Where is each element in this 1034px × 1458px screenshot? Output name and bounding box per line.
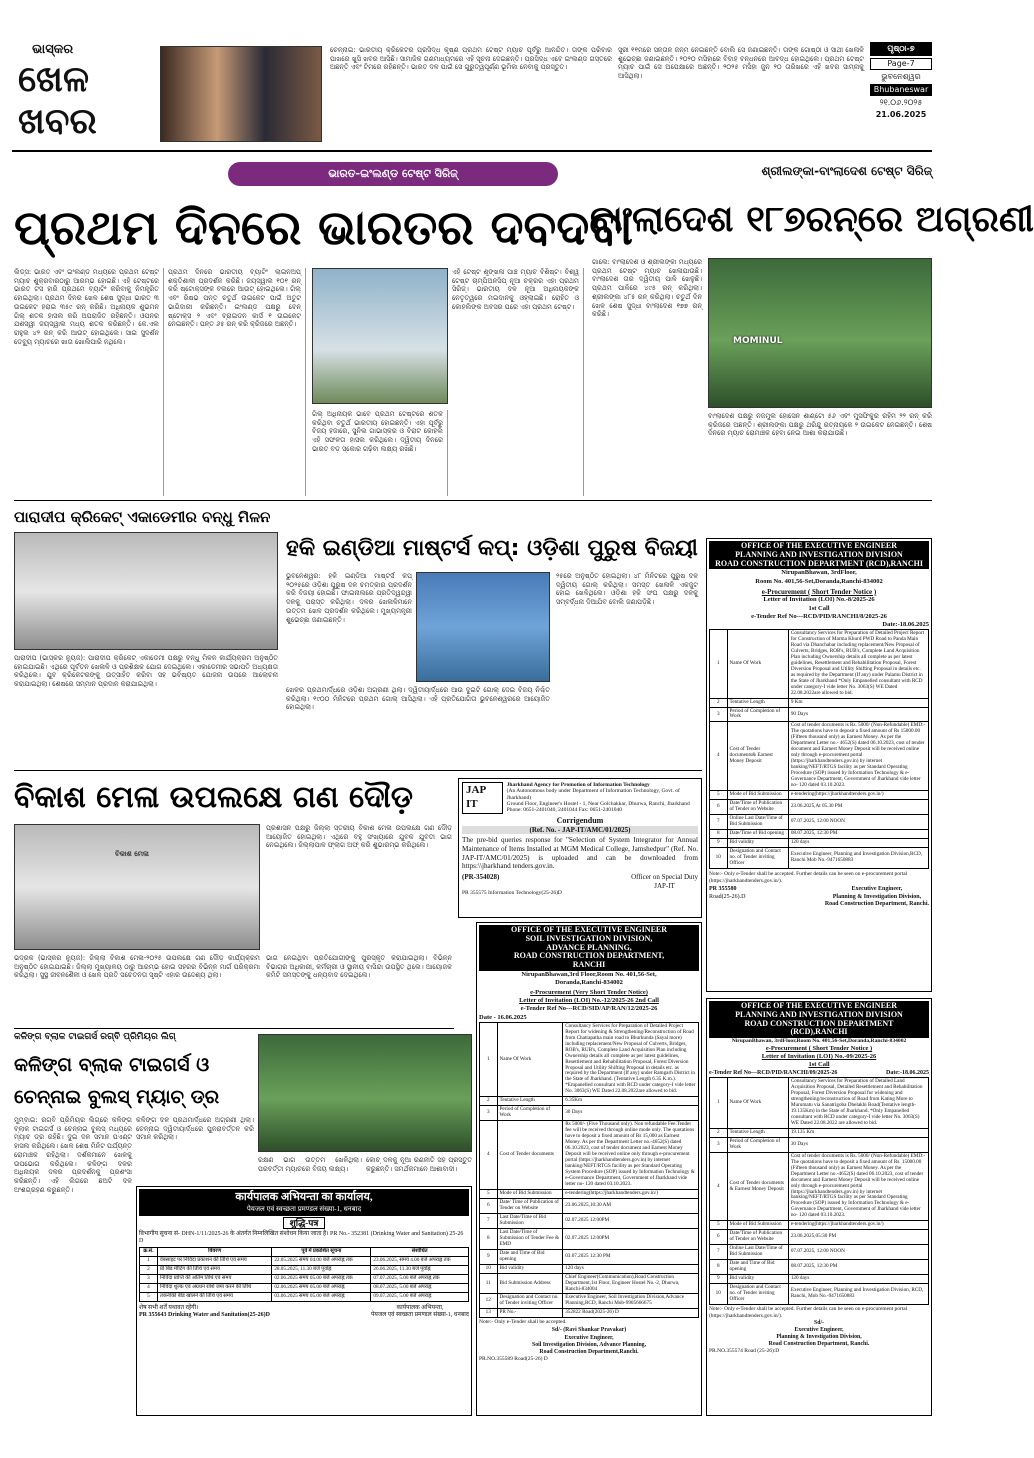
mid-rule (14, 770, 702, 771)
rcd2-call: 1st Call (808, 1061, 830, 1069)
kalinga-headline1: କଳିଙ୍ଗ ବ୍ଲାକ ଟାଇଗର୍ସ ଓ (14, 1054, 210, 1076)
japit-address: Ground Floor, Engineer's Hostel - 1, Near Golchakkar, Dhurwa, Ranchi, Jharkhand (506, 800, 690, 807)
rcd-notice-1 (706, 538, 932, 992)
column-header: विवरण (157, 1248, 271, 1257)
rcd1-loi: Letter of Invitation (LOI) No.-8/2025-26 (763, 596, 875, 604)
row-label: Name Of Work (497, 1022, 563, 1097)
row-label: Date/Time of Publication of Tender on Website (727, 800, 788, 815)
row-label: Tentative Length (497, 1097, 563, 1106)
rcd2-date: Date:-18.06.2025 (886, 1069, 929, 1076)
row-value: 23.06.2025,At 05.30 PM (788, 800, 928, 815)
sl-bd-col1: ଗାଲେ: ବାଂଲାଦେଶ ଓ ଶ୍ରୀଲଙ୍କା ମଧ୍ୟରେ ପ୍ରଥମ ଟେଷ୍ଟ ମ୍ୟାଚ ଖେଳାଯାଉଛି। ବାଂଲାଦେଶ ତାର ଦ୍ୱିତୀୟ ପାଳି ଖେଳୁଛି। ପ୍ରଥମ ପାଳିରେ ୪୯୫ ରନ୍ କରିଥିଲା। ଶ୍ରୀଲଙ୍କା ୪୮୫ ରନ୍ କରିଥିଲା। ଚତୁର୍ଥ ଦିନ ଖେଳ ଶେଷ ସୁଦ୍ଧା ବାଂଲାଦେଶ ୧୭୭ ରନ୍ କରିଛି। (592, 258, 702, 319)
hindi-intro: विभागीय सूचना सं- DHN-1/11/2025-26 के अंतर्गत निम्नलिखित संशोधन किया जाता है। PR No.- 352381 (Drinking Water and Sanitation) 25-26 D (139, 1230, 464, 1244)
soil-title1: OFFICE OF THE EXECUTIVE ENGINEER (510, 925, 668, 934)
table-row (140, 1275, 469, 1284)
rcd2-pr-no: PR.NO.355574 Road (25-26):D (709, 1348, 780, 1355)
rcd1-title1: OFFICE OF THE EXECUTIVE ENGINEER (740, 541, 898, 550)
table-cell: 02.06.2025 समय 05.00 बजे अपराह्न (272, 1284, 371, 1293)
table-row (710, 1137, 929, 1152)
row-value: e-tendering(https://jharkhandtenders.gov.in/) (563, 1189, 699, 1198)
soil-notice (476, 922, 702, 1416)
hindi-sub: पेयजल एवं स्वच्छता प्रमण्डल संख्या-1, धनबाद (246, 1204, 362, 1213)
hindi-table (139, 1247, 469, 1302)
row-label: Cost of Tender documents & Earnest Money Deposit (727, 1152, 788, 1221)
brand-small: ଭାସ୍କର (32, 42, 74, 57)
row-value: 07.07.2025, 12:00 NOON (788, 1245, 928, 1260)
table-cell: 2 (140, 1266, 158, 1275)
table-cell: 07.07.2025, 5.00 बजे अपराह्न तक (371, 1275, 469, 1284)
row-label: Period of Completion of Work (727, 1137, 788, 1152)
soil-sign2: Executive Engineer, (564, 1334, 614, 1341)
row-label: Period of Completion of Work (727, 707, 788, 722)
lead-col4: ଏହି ଟେଷ୍ଟ ଶୃଙ୍ଖଳା ପାଞ୍ଚ ମ୍ୟାଚ ବିଶିଷ୍ଟ। ବିଶ୍ୱ ଟେଷ୍ଟ ଚାମ୍ପିଅନସିପ୍ ନୂଆ ଚକ୍ରର ଏହା ପ୍ରଥମ ସିରିଜ୍। ଭାରତୀୟ ଦଳ ନୂଆ ଅଧିନାୟକଙ୍କ ନେତୃତ୍ୱରେ ମଇଦାନକୁ ଓହ୍ଲାଇଛି। ରୋହିତ ଓ କୋହଲିଙ୍କ ଅବସର ପରେ ଏହା ପ୍ରଥମ ଟେଷ୍ଟ। (452, 268, 584, 496)
row-label: Bid validity (497, 1264, 563, 1273)
rcd1-pr-no: PR 355580 (709, 886, 737, 893)
rcd2-call2: Sd/- (814, 1319, 824, 1326)
table-row (710, 698, 929, 707)
row-label: Mode of Bid Submission (727, 1221, 788, 1230)
soil-sign1: Sd/- (Ravi Shankar Pravakar) (551, 1327, 627, 1334)
row-label: Name Of Work (727, 1078, 788, 1129)
soil-address: NirupanBhawan,3rd Floor,Room No. 401,56-Set, (521, 970, 657, 978)
lead-bottom-rule (14, 500, 932, 501)
row-value: 02.07.2025 12:00PM (563, 1228, 699, 1249)
brand-line1: ଖେଳ (18, 59, 89, 100)
table-row (480, 1264, 699, 1273)
column-header: पूर्व में प्रकाशित सूचना (272, 1248, 371, 1257)
japit-pr-no: PR 355575 Information Technology(25-26)D (462, 890, 562, 897)
hindi-title: कार्यपालक अभियन्ता का कार्यालय, (235, 1191, 373, 1203)
page-label: ପୃଷ୍ଠା-୭ (870, 42, 932, 56)
masthead (12, 42, 932, 146)
row-number: 1 (710, 1078, 728, 1129)
japit-org: Jharkhand Agency for Promotion of Information Technology (506, 782, 650, 788)
table-cell: 09.07.2025, 5.00 बजे अपराह्न (371, 1292, 469, 1301)
soil-sign4: Road Construction Department,Ranchi. (539, 1348, 639, 1355)
row-number: 6 (710, 1230, 728, 1245)
row-label: Bid validity (727, 838, 788, 847)
rcd1-ref: e-Tender Ref No---RCD/PID/RANCHI/8/2025-26 (751, 612, 887, 620)
row-value: 6.35Km (563, 1097, 699, 1106)
row-value: e-tendering(https://jharkhandtenders.gov.in/) (788, 1221, 928, 1230)
row-value: 352822 Road(2025-26) D (563, 1309, 699, 1318)
row-label: Online Last Date/Time of Bid Submission (727, 1245, 788, 1260)
rcd1-sign1: Executive Engineer, (851, 886, 903, 893)
row-label: Date and Time of Bid opening (727, 1260, 788, 1275)
rcd2-loi: Letter of Invitation (LOI) No.-09/2025-26 (761, 1053, 877, 1061)
rcd1-pr-road: Road(25-26).D (709, 893, 746, 900)
rcd1-call: 1st Call (808, 604, 830, 612)
row-number: 3 (710, 1137, 728, 1152)
soil-title2: SOIL INVESTIGATION DIVISION, (525, 933, 653, 943)
row-value: 23.06.2025,10:30 AM (563, 1198, 699, 1213)
row-value: 07.07.2025, 12:00 NOON (788, 815, 928, 830)
row-value: 19.135 Km (788, 1128, 928, 1137)
hindi-sign2: पेयजल एवं स्वच्छता प्रमण्डल संख्या-1, धनबाद (370, 1312, 469, 1319)
kalinga-kicker: କଳିଙ୍ଗ ବ୍ଲାକ ଟାଇଗର୍ସ ରଗ୍‌ବି ପ୍ରିମିୟର ଲିଗ୍ (14, 1032, 176, 1042)
table-row (140, 1284, 469, 1293)
row-number: 10 (710, 847, 728, 868)
row-value: 23.06.2025,05:30 PM (788, 1230, 928, 1245)
row-number: 6 (710, 800, 728, 815)
hockey-col1: ଭୁବନେଶ୍ୱର: ହକି ଇଣ୍ଡିଆ ମାଷ୍ଟର୍ସ କପ୍ ୨୦୨୫ରେ ଓଡ଼ିଶା ପୁରୁଷ ଦଳ ଚମତ୍କାର ପ୍ରଦର୍ଶନ କରି ବିଜୟୀ ହୋଇଛି। ଫାଇନାଲରେ ପ୍ରତିଦ୍ୱନ୍ଦ୍ୱୀ ଦଳକୁ ପରାସ୍ତ କରିଥିଲା। ଦଳର ଖେଳାଳିମାନେ ଉତ୍ତମ ଖେଳ ପ୍ରଦର୍ଶନ କରିଥିଲେ। ମୁଖ୍ୟମନ୍ତ୍ରୀ ଶୁଭେଚ୍ଛା ଜଣାଇଛନ୍ତି। (286, 572, 412, 624)
table-cell: 23.06.2025, समय 4.00 बजे अपराह्न तक (371, 1257, 469, 1266)
row-value: 30 Days (563, 1106, 699, 1121)
rcd2-title4: (RCD),RANCHI (790, 1027, 848, 1037)
row-label: PR No.- (497, 1309, 563, 1318)
row-number: 7 (480, 1213, 498, 1228)
row-number: 9 (710, 838, 728, 847)
rcd1-address2: Room No. 401,56-Set,Doranda,Ranchi-834002 (755, 577, 883, 585)
rcd1-sign3: Road Construction Department, Ranchi. (824, 901, 929, 908)
row-label: Date/Time of Publication of Tender on Website (727, 1230, 788, 1245)
row-label: Period of Completion of Work (497, 1106, 563, 1121)
row-number: 5 (710, 1221, 728, 1230)
japit-ref: (Ref. No. - JAP-IT/AMC/01/2025) (462, 826, 698, 835)
table-row (710, 1275, 929, 1284)
bikash-photo-caption: ବିକାଶ ମେଳା (115, 850, 149, 859)
row-number: 7 (710, 1245, 728, 1260)
table-row (480, 1294, 699, 1309)
hockey-photo (416, 572, 550, 682)
table-row (480, 1121, 699, 1190)
row-number: 10 (480, 1264, 498, 1273)
row-label: Cost of Tender documents& Earnest Money Deposit (727, 722, 788, 791)
table-cell: निविदा शुल्क एवं अग्रधन राशि जमा करने की तिथि (157, 1284, 271, 1293)
rcd2-ref: e-Tender Ref No---RCD/PID/RANCHI/09/2025-26 (709, 1069, 838, 1076)
row-label: Date/ Time of Publication of Tender on Website (497, 1198, 563, 1213)
row-number: 3 (480, 1106, 498, 1121)
soil-date: Date - 16.06.2025 (479, 1013, 527, 1021)
table-row (140, 1266, 469, 1275)
row-number: 1 (710, 629, 728, 698)
lead-photo (312, 268, 448, 404)
table-cell: 1 (140, 1257, 158, 1266)
table-cell: 5 (140, 1292, 158, 1301)
table-row (480, 1097, 699, 1106)
row-number: 8 (480, 1228, 498, 1249)
row-number: 9 (710, 1275, 728, 1284)
rcd1-sign2: Planning & Investigation Division, (832, 893, 922, 900)
city-odia: ଭୁବନେଶ୍ୱର (881, 72, 921, 81)
row-label: Tentative Length (727, 1128, 788, 1137)
city: Bhubaneswar (870, 84, 932, 96)
table-row (140, 1257, 469, 1266)
soil-address2: Doranda,Ranchi-834002 (555, 979, 623, 987)
sl-bd-col2: ବାଂଲାଦେଶ ପକ୍ଷରୁ ନଜମୁଲ ହୋସେନ ଶାଣ୍ଟୋ ୫୬ ଏବଂ ମୁସଫିକୁର ରହିମ ୨୨ ରନ୍ କରି କ୍ରିଜରେ ଅଛନ୍ତି। ଶ୍ରୀଲଙ୍କା ପକ୍ଷରୁ ଥରିନ୍ଦୁ ରତ୍ନାୟକେ ୨ ଉଇକେଟ ନେଇଛନ୍ତି। ଶେଷ ଦିନରେ ମ୍ୟାଚ ରୋମାଞ୍ଚକ ହେବା ନେଇ ଆଶା କରାଯାଉଛି। (708, 412, 932, 438)
table-row (480, 1249, 699, 1264)
paradip-photo (14, 532, 278, 650)
lead-col3: ଗିଲ୍ ଅଧିନାୟକ ଭାବେ ପ୍ରଥମ ଟେଷ୍ଟରେ ଶତକ କରିଥିବା ଚତୁର୍ଥ ଭାରତୀୟ ହୋଇଛନ୍ତି। ଏହା ପୂର୍ବରୁ ବିଜୟ ହଜାରେ, ସୁନିଲ ଗାଭାସ୍କର ଓ ବିରାଟ କୋହଲି ଏହି ସଫଳତା ହାସଲ କରିଥିଲେ। ଦ୍ୱିତୀୟ ଦିନରେ ଭାରତ ବଡ଼ ସ୍କୋର ଗଢ଼ିବା ଲକ୍ଷ୍ୟ ରଖିଛି। (312, 410, 448, 496)
row-label: Date and Time of Bid opening (497, 1249, 563, 1264)
table-row (710, 800, 929, 815)
row-number: 4 (710, 722, 728, 791)
row-number: 5 (710, 791, 728, 800)
row-label: Date/Time of Bid opening (727, 829, 788, 838)
table-row (710, 629, 929, 698)
row-value: 120 days (788, 838, 928, 847)
hindi-pr-no: PR 355643 Drinking Water and Sanitation(25-26)D (139, 1312, 270, 1319)
row-number: 7 (710, 815, 728, 830)
row-value: Chief Engineer(Communication),Road Construction Department,1st Floor, Engineer Hostel No.-2, Dhurwa, Ranchi-834004 (563, 1273, 699, 1294)
sl-bd-kicker: ଶ୍ରୀଲଙ୍କା-ବାଂଲାଦେଶ ଟେଷ୍ଟ ସିରିଜ୍ (761, 164, 932, 178)
row-label: Mode of Bid Submission (497, 1189, 563, 1198)
table-row (710, 791, 929, 800)
rcd2-title3: ROAD CONSTRUCTION DEPARTMENT (744, 1018, 894, 1028)
table-row (480, 1198, 699, 1213)
japit-org-sub: (An Autonomous body under Department of Information Technology, Govt. of Jharkhand) (506, 788, 680, 801)
table-row (140, 1292, 469, 1301)
rcd2-address: NirupanBhawan, 3rdFloor,Room No. 401,56-Set,Doranda,Ranchi-834002 (731, 1038, 907, 1045)
hindi-notice (136, 1186, 472, 1416)
row-value: 03.07.2025 12:30 PM (563, 1249, 699, 1264)
row-label: Designation and Contact no. of Tender inviting Officer (727, 847, 788, 868)
lead-col1: ଲିଡ୍ସ: ଭାରତ ଏବଂ ଇଂଲଣ୍ଡ ମଧ୍ୟରେ ପ୍ରଥମ ଟେଷ୍ଟ ମ୍ୟାଚ ଶୁକ୍ରବାରଠାରୁ ଆରମ୍ଭ ହୋଇଛି। ଏହି ଟେଷ୍ଟରେ ଭାରତ ଟସ ହାରି ପ୍ରଥମେ ବ୍ୟାଟିଂ କରିବାକୁ ନିମନ୍ତ୍ରିତ ହୋଇଥିଲା। ପ୍ରଥମ ଦିନର ଖେଳ ଶେଷ ସୁଦ୍ଧା ଭାରତ ୩ ଉଇକେଟ ହରାଇ ୩୫୯ ରନ୍ କରିଛି। ଅଧିନାୟକ ଶୁଭମନ ଗିଲ୍ ଶତକ ହାସଲ କରି ଅପରାଜିତ ରହିଛନ୍ତି। ଓପନର ଯଶସ୍ୱୀ ଜୟସ୍ୱାଲ ମଧ୍ୟ ଶତକ କରିଛନ୍ତି। କେ.ଏଲ ରାହୁଲ ୪୨ ରନ୍ କରି ଆଉଟ୍ ହୋଇଥିଲେ। ସାଇ ସୁଦର୍ଶନ ଡେବ୍ୟୁ ମ୍ୟାଚରେ ଖାତା ଖୋଲିପାରି ନଥିଲେ। (14, 268, 164, 496)
row-label: Designation and Contact no. of Tender inviting Officer (727, 1284, 788, 1305)
row-number: 2 (480, 1097, 498, 1106)
row-number: 8 (710, 829, 728, 838)
table-row (710, 815, 929, 830)
row-label: Bid validity (727, 1275, 788, 1284)
table-cell: वेबसाइट पर निविदा प्रकाशन की तिथि एवं समय (157, 1257, 271, 1266)
hockey-col2: ଖେଳର ପ୍ରଥମାର୍ଦ୍ଧରେ ଓଡ଼ିଶା ଅଗ୍ରଣୀ ଥିଲା। ଦ୍ୱିତୀୟାର୍ଦ୍ଧରେ ଆଉ ଦୁଇଟି ଗୋଲ୍ ଦେଇ ବିଜୟ ନିଶ୍ଚିତ କରିଥିଲା। ୧୯୦୦ ମିନିଟରେ ପ୍ରଥମ ଗୋଲ୍ ଆସିଥିଲା। ଏହି ପ୍ରତିଯୋଗିତା ଭୁବନେଶ୍ୱରରେ ଆୟୋଜିତ ହୋଇଥିଲା। (286, 686, 550, 712)
table-row (480, 1309, 699, 1318)
brand-logo (12, 42, 147, 146)
row-number: 3 (710, 707, 728, 722)
table-row (480, 1189, 699, 1198)
lead-headline: ପ୍ରଥମ ଦିନରେ ଭାରତର ଦବଦବା (14, 200, 633, 256)
paradip-headline: ପାରାଦୀପ କ୍ରିକେଟ୍ ଏକାଡେମୀର ବନ୍ଧୁ ମିଳନ (14, 508, 271, 526)
row-value: 08.07.2025, 12:30 PM (788, 829, 928, 838)
table-row (480, 1273, 699, 1294)
bikash-bottom-rule (14, 1028, 454, 1029)
bikash-col1: ପ୍ରଶାସନ ପକ୍ଷରୁ ଜିଲ୍ଲା ସ୍ତରୀୟ ବିକାଶ ମେଳା ଉପଲକ୍ଷେ ଗଣ ଦୌଡ଼ ଆୟୋଜିତ ହୋଇଥିଲା। ଏଥିରେ ବହୁ ସଂଖ୍ୟାରେ ଯୁବକ ଯୁବତୀ ଭାଗ ନେଇଥିଲେ। ଜିଲ୍ଲାପାଳ ଫ୍ଲାଗ ଅଫ୍ କରି ଶୁଭାରମ୍ଭ କରିଥିଲେ। (266, 824, 452, 850)
row-number: 12 (480, 1294, 498, 1309)
hockey-headline: ହକି ଇଣ୍ଡିଆ ମାଷ୍ଟର୍ସ କପ୍: ଓଡ଼ିଶା ପୁରୁଷ ବିଜୟୀ (286, 536, 698, 561)
table-row (480, 1228, 699, 1249)
rcd2-title2: PLANNING AND INVESTIGATION DIVISION (735, 1009, 903, 1019)
table-cell: 3 (140, 1275, 158, 1284)
kalinga-photo (258, 1034, 472, 1152)
rcd-notice-2 (706, 998, 932, 1416)
row-number: 4 (480, 1121, 498, 1190)
soil-sign3: Soil Investigation Division, Advance Planning, (531, 1341, 647, 1348)
rcd1-date: Date:-18.06.2025 (882, 620, 929, 628)
japit-logo: JAP IT (462, 782, 503, 814)
table-cell: 28.05.2025, 11.30 बजे पूर्वाह्न (272, 1266, 371, 1275)
soil-title3: ADVANCE PLANNING, (546, 942, 632, 952)
rcd1-address: NirupanBhawan, 3rdFloor, (781, 569, 857, 577)
japit-sign2: JAP-IT (654, 881, 675, 890)
row-value: Consultancy Services for Preparation of Detailed Project Report for widening & Strengthening/Reconstruction of Road from Chatrapatha main road to Bhurkunda (Sayal more) including replacement/New Proposal of Culverts, Bridges, ROB's, RUB's, Complete Land Acquisition Plan including Ownership details all complete as per latest guidelines, Resettlement and Rehabilitation Proposal, Forest Diversion Proposal and Utility Shifting Proposal in details etc. as required by the Department (If any) under Ramgarh District in the State of Jharkhand. (Tentative Length 6.35 K.m.). *Empanelled consultant with RCD under category-I vide letter No. 3063(S) WE Dated 22.08.2022are allowed to bid. (563, 1022, 699, 1097)
table-row (710, 1230, 929, 1245)
japit-sign: Officer on Special Duty (631, 872, 698, 881)
row-value: Executive Engineer, Planning and Investigation Division, RCD, Ranchi, Mob No.-9471650883 (788, 1284, 928, 1305)
soil-title4: ROAD CONSTRUCTION DEPARTMENT, (513, 951, 665, 961)
table-row (710, 1128, 929, 1137)
kalinga-col1: ମୁମ୍ବାଇ: ରଗ୍‌ବି ପ୍ରିମିୟର ଲିଗ୍‌ରେ କଳିଙ୍ଗ ବ୍ଲାକ ଟାଇଗର୍ସ ଓ ଚେନ୍ନାଇ ବୁଲସ୍ ମଧ୍ୟରେ ମ୍ୟାଚ ଡ୍ର ରହିଛି। ଦୁଇ ଦଳ ସମାନ ପଏଣ୍ଟ ହାସଲ କରିଥିଲେ। ଖେଳ ଶେଷ ମିନିଟ ପର୍ଯ୍ୟନ୍ତ ରୋମାଞ୍ଚକ ରହିଥିଲା। ଦର୍ଶକମାନେ ଖେଳକୁ ଉପଭୋଗ କରିଥିଲେ। କଳିଙ୍ଗ ଦଳର ଅଧିନାୟକ ଦଳର ପ୍ରଦର୍ଶନକୁ ପ୍ରଶଂସା କରିଛନ୍ତି। ଏହି ଲିଗରେ ଛଅଟି ଦଳ ଅଂଶଗ୍ରହଣ କରୁଛନ୍ତି। (14, 1116, 132, 1194)
date-odia: ୨୧.୦୬.୨୦୨୫ (879, 98, 923, 107)
row-value: 90 Days (788, 707, 928, 722)
hindi-footer-left: शेष सभी शर्तें यथावत रहेंगी। (139, 1304, 199, 1311)
row-label: Cost of Tender documents (497, 1121, 563, 1190)
row-number: 2 (710, 1128, 728, 1137)
row-value: 120 days (788, 1275, 928, 1284)
table-row (710, 838, 929, 847)
soil-title5: RANCHI (572, 960, 606, 970)
column-header: क्र.सं. (140, 1248, 158, 1257)
table-row (710, 707, 929, 722)
paradip-body: ପାରାଦୀପ (ଭାସ୍କର ନ୍ୟୁଜ): ପାରାଦୀପ କ୍ରିକେଟ୍ ଏକାଡେମୀ ପକ୍ଷରୁ ବନ୍ଧୁ ମିଳନ କାର୍ଯ୍ୟକ୍ରମ ଅନୁଷ୍ଠିତ ହୋଇଯାଇଛି। ଏଥିରେ ପୂର୍ବତନ ଖେଳାଳି ଓ ପ୍ରଶିକ୍ଷକ ଯୋଗ ଦେଇଥିଲେ। ଏକାଡେମୀର ସଭାପତି ଅଧ୍ୟକ୍ଷତା କରିଥିଲେ। ଯୁବ କ୍ରିକେଟରଙ୍କୁ ଉତ୍ସାହିତ କରିବା ସହ ଭବିଷ୍ୟତ ଯୋଜନା ଉପରେ ଆଲୋଚନା କରାଯାଇଥିଲା। ଶେଷରେ ସମ୍ମାନ ପ୍ରଦାନ କରାଯାଇଥିଲା। (14, 654, 278, 689)
series-pill: ଭାରତ-ଇଂଲଣ୍ଡ ଟେଷ୍ଟ ସିରିଜ୍ (228, 162, 558, 186)
rcd1-note: Note:- Only e-Tender shall be accepted. Further details can be seen on e-procurement portal (https://jharkhandtenders.gov.in/). (709, 870, 908, 884)
row-number: 2 (710, 698, 728, 707)
table-row (710, 1284, 929, 1305)
japit-pr: (PR-354028) (462, 872, 500, 881)
kalinga-headline2: ଚେନ୍ନାଇ ବୁଲସ୍ ମ୍ୟାଚ୍ ଡ୍ର (14, 1086, 220, 1108)
row-number: 1 (480, 1022, 498, 1097)
rcd2-eproc: e-Procurement ( Short Tender Notice ) (765, 1045, 873, 1053)
table-row (710, 829, 929, 838)
table-cell: तकनीकी बीड खोलने की तिथि एवं समय (157, 1292, 271, 1301)
table-row (480, 1213, 699, 1228)
row-label: Mode of Bid Submission (727, 791, 788, 800)
table-header-row (140, 1248, 469, 1257)
table-row (480, 1106, 699, 1121)
soil-note: Note:- Only e-Tender shall be accepted. (479, 1319, 567, 1326)
date: 21.06.2025 (875, 110, 927, 119)
table-row (710, 1221, 929, 1230)
row-number: 9 (480, 1249, 498, 1264)
soil-loi: Letter of Invitation (LOI) No.-12/2025-26 2nd Call (519, 997, 659, 1005)
row-value: 30 Days (788, 1137, 928, 1152)
soil-eproc: e-Procurement (Very Short Tender Notice) (530, 989, 648, 997)
rcd2-table (709, 1077, 929, 1305)
rcd1-title3: ROAD CONSTRUCTION DEPARTMENT (RCD),RANCHI (715, 558, 923, 568)
masthead-rule (12, 150, 932, 152)
row-label: Last Date/Time of Submission of Tender Fee & EMD (497, 1228, 563, 1249)
table-cell: 03.06.2025 समय 05.00 बजे अपराह्न (272, 1292, 371, 1301)
kalinga-col4: କୋଚ୍ ଦଳକୁ ନୂଆ ରଣନୀତି ସହ ପ୍ରସ୍ତୁତ କରୁଛନ୍ତି। ସମର୍ଥକମାନେ ଆଶାବାଦୀ। (366, 1156, 472, 1173)
row-number: 10 (710, 1284, 728, 1305)
row-value: 08.07.2025, 12:30 PM (788, 1260, 928, 1275)
row-value: e-tendering(https://jharkhandtenders.gov.in/) (788, 791, 928, 800)
bikash-photo (14, 824, 260, 950)
row-number: 5 (480, 1189, 498, 1198)
page-info (870, 42, 932, 146)
table-cell: निविदा प्राप्ति की अंतिम तिथि एवं समय (157, 1275, 271, 1284)
brand-line2: ଖବର (18, 101, 97, 142)
table-row (710, 1078, 929, 1129)
sl-bd-headline: ବାଂଲାଦେଶ ୧୮୭ରନ୍‌ରେ ଅଗ୍ରଣୀ (590, 199, 1034, 240)
japit-body: The pre-bid queries response for "Selection of System Integrator for Annual Maintenance of Items Installed at MGM Medical College, Jamshedpur" (Ref. No. JAP-IT/AMC/01/2025) is uploaded and can be downloaded from https:\\jharkhand tenders.gov.in. (462, 836, 698, 871)
row-label: Online Last Date/Time of Bid Submission (727, 815, 788, 830)
table-cell: 08.07.2025, 5.00 बजे अपराह्न (371, 1284, 469, 1293)
column-header: संशोधित (371, 1248, 469, 1257)
hockey-col3: ୨୫ରେ ଅନୁଷ୍ଠିତ ହୋଇଥିଲା। ୪୮ ମିନିଟରେ ପୁରୁଷ ଦଳ ଦ୍ୱିତୀୟ ଗୋଲ୍ କରିଥିଲା। ସମସ୍ତ ଖେଳାଳି ଏକଜୁଟ ହୋଇ ଖେଳିଥିଲେ। ଓଡ଼ିଶା ହକି ସଂଘ ପକ୍ଷରୁ ଦଳକୁ ସମ୍ବର୍ଦ୍ଧନା ଦିଆଯିବ ବୋଲି ଜଣାପଡ଼ିଛି। (556, 572, 698, 607)
rcd2-sign2: Planning & Investigation Division, (776, 1333, 862, 1340)
page-number: Page-7 (870, 58, 932, 70)
table-row (710, 1245, 929, 1260)
row-label: Designation and Contact no. of Tender inviting Officer (497, 1294, 563, 1309)
row-label: Name Of Work (727, 629, 788, 698)
row-number: 6 (480, 1198, 498, 1213)
hindi-sign1: कार्यपालक अभियन्ता, (396, 1304, 444, 1311)
lead-col2: ପ୍ରଥମ ଦିନରେ ଭାରତୀୟ ବ୍ୟାଟିଂ ଲାଇନଅପ୍ ଶକ୍ତିଶାଳୀ ପ୍ରଦର୍ଶନ କରିଛି। ଜୟସ୍ୱାଲ ୧୦୧ ରନ୍ କରି ଷ୍ଟୋକ୍ସଙ୍କ ବଲରେ ଆଉଟ୍ ହୋଇଥିଲେ। ଗିଲ୍ ଏବଂ ରିଷଭ ପନ୍ତ ଚତୁର୍ଥ ଉଇକେଟ ପାଇଁ ଅତୁଟ ଭାଗିଦାରୀ କରିଛନ୍ତି। ଇଂଲଣ୍ଡ ପକ୍ଷରୁ ବେନ୍ ଷ୍ଟୋକ୍ସ ୨ ଏବଂ ବ୍ରାଇଡନ କାର୍ସ ୧ ଉଇକେଟ ନେଇଛନ୍ତି। ପନ୍ତ ୬୫ ରନ୍ କରି କ୍ରିଜରେ ଅଛନ୍ତି। (168, 268, 306, 496)
row-value: Executive Engineer, Soil Investigation Division,Advance Planning,RCD, Ranchi Mob-9905666675 (563, 1294, 699, 1309)
table-cell: 4 (140, 1284, 158, 1293)
top-story-col2: ସ୍ତ୍ରୀ ୧୧ମରେ ସନ୍ତାନ ଜନ୍ମ ନେଇଛନ୍ତି ବୋଲି ସେ ଜଣାଇଛନ୍ତି। ତାଙ୍କ ଗୋଷ୍ଠୀ ଓ ସାଥୀ ଖେଳାଳି ଶୁଭେଚ୍ଛା ଜଣାଇଛନ୍ତି। ୨୦୨୦ ମସିହାରେ ବିବାହ ବନ୍ଧନରେ ଆବଦ୍ଧ ହୋଇଥିଲେ। ପ୍ରଥମ ଟେଷ୍ଟ ମ୍ୟାଚ ପାଇଁ ସେ ଅପେକ୍ଷାରେ ଅଛନ୍ତି। ୨୦୨୫ ମସିହା ଜୁନ ୨୦ ତାରିଖରେ ଏହି ଖବର ସାମ୍ନାକୁ ଆସିଥିଲା। (618, 46, 864, 81)
row-value: 9 Km (788, 698, 928, 707)
rcd1-title2: PLANNING AND INVESTIGATION DIVISION (735, 549, 903, 559)
row-number: 13 (480, 1309, 498, 1318)
table-row (710, 1152, 929, 1221)
table-cell: प्री बिड मीटिंग की तिथि एवं समय (157, 1266, 271, 1275)
sl-bd-photo (708, 258, 932, 408)
table-row (710, 1260, 929, 1275)
row-label: Last Date/Time of Bid Submission (497, 1213, 563, 1228)
table-cell: 02.06.2025 समय 05.00 बजे अपराह्न तक (272, 1275, 371, 1284)
japit-title: Corrigendum (556, 815, 604, 825)
bikash-col2: ଭଦ୍ରକ (ଭାସ୍କର ନ୍ୟୁଜ): ଜିଲ୍ଲା ବିକାଶ ମେଳା-୨୦୨୫ ଉପଲକ୍ଷେ ଗଣ ଦୌଡ଼ କାର୍ଯ୍ୟକ୍ରମ ଅନୁଷ୍ଠିତ ହୋଇଯାଇଛି। ଜିଲ୍ଲା ମୁଖ୍ୟାଳୟ ଠାରୁ ଆରମ୍ଭ ହୋଇ ସହରର ବିଭିନ୍ନ ମାର୍ଗ ପରିକ୍ରମା କରିଥିଲା। ସୁସ୍ଥ ଜୀବନଶୈଳୀ ଓ ଖେଳ ପ୍ରତି ସଚେତନତା ସୃଷ୍ଟି ଏହାର ଉଦ୍ଦେଶ୍ୟ ଥିଲା। (14, 954, 260, 980)
top-story-col1: ଚେନ୍ନାଇ: ଭାରତୀୟ କ୍ରିକେଟର ପ୍ରସିଦ୍ଧ କୃଷ୍ଣ ପ୍ରଥମ ଟେଷ୍ଟ ମ୍ୟାଚ ପୂର୍ବରୁ ଆନନ୍ଦିତ। ତାଙ୍କ ପରିବାର ପାଖରେ ଖୁସି ଖବର ଆସିଛି। ସାମାଜିକ ଗଣମାଧ୍ୟମରେ ଏହି ସୂଚନା ଦେଇଛନ୍ତି। ପ୍ରସିଦ୍ଧ ଏବେ ଇଂଲଣ୍ଡ ଗସ୍ତରେ ଅଛନ୍ତି ଏବଂ ଟିମରେ ରହିଛନ୍ତି। ଭାରତ ଦଳ ପାଇଁ ସେ ଗୁରୁତ୍ୱପୂର୍ଣ୍ଣ ଭୂମିକା ନେବାକୁ ପ୍ରସ୍ତୁତ। (330, 46, 612, 72)
row-value: 02.07.2025 12:00PM (563, 1213, 699, 1228)
row-value: Rs 5000/- (Five Thousand only). Non refundable Fee.Tender fee will be received through online mode only. The quotations have to deposit a fixed amount of Rs 15,000 as Earnest Money. As per the Department Letter no.-4652(S) dated 06.10.2023, cost of tender document and Earnest Money Deposit will be received online only through e-procurement portal (https://jharkhandtenders.gov.in) by internet banking/NEFT/RTGS facility as per Standard Operating System Procedure (SOP) issued by Information Technology & e-Governance Department, Government of Jharkhand vide letter no- 120 dated 03.10.2023. (563, 1121, 699, 1190)
rcd2-sign3: Road Construction Department, Ranchi. (768, 1341, 870, 1348)
row-number: 8 (710, 1260, 728, 1275)
row-value: Cost of tender documents is Rs. 5000/ (Non-Refundable) EMD:- The quotations have to deposit a fixed amount of Rs 15000.00 (Fifteen thousand only) as Earnest Money. As per the Department Letter no.- 4652(S) dated 06.10.2023, cost of tender document and Earnest Money Deposit will be received online only through e-procurement portal (https://jharkhandtenders.gov.in) by internet banking/NEFT/RTGS facility as per Standard Operating Procedure (SOP) issued by Information Technology & e-Governance Department, Government of Jharkhand vide letter no- 120 dated 03.10.2023. (788, 722, 928, 791)
rcd2-title1: OFFICE OF THE EXECUTIVE ENGINEER (740, 1001, 898, 1010)
rcd1-table (709, 629, 929, 869)
table-row (480, 1022, 699, 1097)
row-value: Consultancy Services for Preparation of Detailed Project Report for Construction of Marma Khurd PWD Road to Panda Main Road via Dhanchabar including replacement/New Proposal of Culverts, Bridges, ROB's, RUB's, Complete Land Acquisition Plan including Ownership details all complete as per latest guidelines, Resettlement and Rehabilitation Proposal, Forest Diversion Proposal and Utility Shifting Proposal in details etc. as required by the Department (If any) under Palamu District in the State of Jharkhand *Only Empanelled consultant with RCD under category-I vide letter No. 3063(S) WE Dated 22.08.2022are allowed to bid. (788, 629, 928, 698)
row-value: 120 days (563, 1264, 699, 1273)
rcd2-sign1: Executive Engineer, (794, 1326, 844, 1333)
row-number: 4 (710, 1152, 728, 1221)
soil-pr-no: PR.NO.355589 Road(25-26) D (479, 1356, 548, 1363)
row-value: Executive Engineer, Planning and Investigation Division,RCD, Ranchi Mob No.-9471650883 (788, 847, 928, 868)
japit-notice (458, 778, 702, 918)
row-value: Consultancy Services for Preparation of Detailed Land Acquisition Proposal, Detailed Resettlement and Rehabilitation Proposal, Forest Diversion Proposal for widening and strengthening/reconstruction of Road from Kating More to Murumatu via Sanatrigoba Dhelakhi Road(Tentative length-19.135Km) in the State of Jharkhand. *Only Empanelled consultant with RCD under category-I vide letter No. 3063(S) WE Dated 22.08.2022 are allowed to bid. (788, 1078, 928, 1129)
japit-phone: Phone: 0651-2401040, 2401044 Fax: 0651-2401040 (506, 807, 622, 814)
table-cell: 26.06.2025, 11.30 बजे पूर्वाह्न (371, 1266, 469, 1275)
table-row (710, 722, 929, 791)
kalinga-col2: କଳିଙ୍ଗ ଦଳ ପ୍ରଥମାର୍ଦ୍ଧରେ ଅଗ୍ରଣୀ ଥିଲା। ଚେନ୍ନାଇ ଦ୍ୱିତୀୟାର୍ଦ୍ଧରେ ପୁନରାବର୍ତ୍ତନ କରି ସମାନ କରିଥିଲା। (136, 1116, 254, 1142)
table-row (710, 847, 929, 868)
kalinga-col3: ରକ୍ଷଣ ଭାଗ ଉତ୍ତମ ଖେଳିଥିଲା। ପରବର୍ତ୍ତୀ ମ୍ୟାଚରେ ବିଜୟ ଲକ୍ଷ୍ୟ। (258, 1156, 362, 1173)
soil-table (479, 1022, 699, 1319)
rcd2-note: Note:- Only e-Tender shall be accepted. Further details can be seen on e-procurement portal (https://jharkhandtenders.gov.in/). (709, 1306, 908, 1319)
bikash-col3: ଭାଗ ନେଇଥିବା ପ୍ରତିଯୋଗୀଙ୍କୁ ପୁରସ୍କୃତ କରାଯାଇଥିଲା। ବିଭିନ୍ନ ବିଭାଗର ଅଧିକାରୀ, କର୍ମଚାରୀ ଓ ସ୍ଥାନୀୟ ବାସିନ୍ଦା ଉପସ୍ଥିତ ଥିଲେ। ଆୟୋଜକ କମିଟି ସମସ୍ତଙ୍କୁ ଧନ୍ୟବାଦ ଦେଇଥିଲେ। (266, 954, 452, 980)
sl-bd-photo-caption: MOMINUL (733, 335, 783, 346)
hindi-badge: शुद्धि-पत्र (283, 1217, 326, 1229)
top-story-photo (160, 46, 322, 142)
row-value: Cost of tender documents is Rs. 5000/ (Non-Refundable) EMD:- The quotations have to deposit a fixed amount of Rs. 15000.00 (Fifteen thousand only) as Earnest Money. As per the Department Letter no.-4652(S) dated 06.10.2023, cost of tender document and Earnest Money Deposit will be received online only through e-procurement portal (https://jharkhandtenders.gov.in) by internet banking/NEFT/RTGS facility as per Standard Operating Procedure (SOP) issued by Information Technology & e-Governance Department, Government of Jharkhand vide letter no- 120 dated 03.10.2023. (788, 1152, 928, 1221)
row-label: Bid Submission Address (497, 1273, 563, 1294)
rcd1-eproc: e-Procurement ( Short Tender Notice ) (761, 587, 877, 596)
row-number: 11 (480, 1273, 498, 1294)
bikash-headline: ବିକାଶ ମେଳା ଉପଲକ୍ଷେ ଗଣ ଦୌଡ଼ (14, 780, 413, 815)
table-cell: 22.05.2025 समय 04.00 बजे अपराह्न तक (272, 1257, 371, 1266)
soil-ref: e-Tender Ref No---RCD/SID/AP/RAN/12/2025-26 (520, 1005, 658, 1013)
row-label: Tentative Length (727, 698, 788, 707)
